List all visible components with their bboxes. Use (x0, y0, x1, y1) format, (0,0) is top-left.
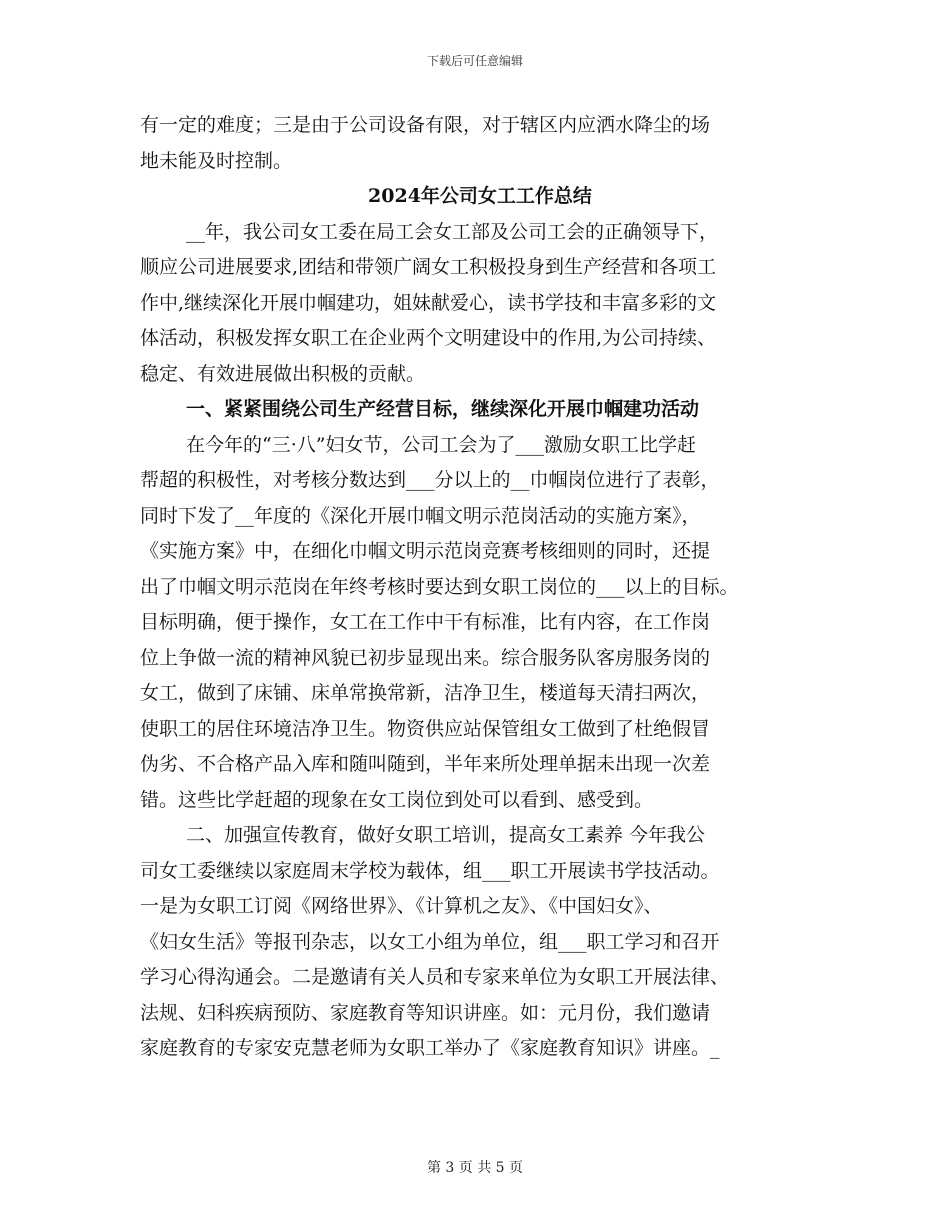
paragraph-line: 《实施方案》中，在细化巾帼文明示范岗竞赛考核细则的同时，还提 (140, 540, 711, 562)
paragraph-line: 伪劣、不合格产品入库和随叫随到，半年来所处理单据未出现一次差 (140, 753, 711, 775)
paragraph-line: 二、加强宣传教育，做好女职工培训，提高女工素养 今年我公 (186, 824, 706, 846)
paragraph-line: 同时下发了__年度的《深化开展巾帼文明示范岗活动的实施方案》， (140, 504, 701, 527)
paragraph-line: 作中,继续深化开展巾帼建功，姐妹献爱心，读书学技和丰富多彩的文 (140, 291, 717, 314)
document-title: 2024年公司女工工作总结 (368, 185, 592, 207)
paragraph-line: 位上争做一流的精神风貌已初步显现出来。综合服务队客房服务岗的 (140, 646, 711, 669)
section-heading: 一、紧紧围绕公司生产经营目标，继续深化开展巾帼建功活动 (186, 398, 700, 420)
paragraph-line: 使职工的居住环境洁净卫生。物资供应站保管组女工做到了杜绝假冒 (140, 717, 711, 740)
paragraph-line: 出了巾帼文明示范岗在年终考核时要达到女职工岗位的___以上的目标。 (140, 575, 739, 598)
paragraph-line: 法规、妇科疾病预防、家庭教育等知识讲座。如：元月份，我们邀请 (140, 1001, 711, 1024)
paragraph-line: 《妇女生活》等报刊杂志，以女工小组为单位，组___职工学习和召开 (140, 930, 720, 953)
paragraph-line: 目标明确，便于操作，女工在工作中干有标准，比有内容，在工作岗 (140, 611, 711, 633)
page-header: 下载后可任意编辑 (426, 54, 523, 68)
paragraph-line: 家庭教育的专家安克慧老师为女职工举办了《家庭教育知识》讲座。_ (140, 1037, 720, 1059)
page-number-footer: 第 3 页 共 5 页 (426, 1160, 524, 1176)
document-body (140, 108, 820, 1067)
paragraph-line: 帮超的积极性，对考核分数达到___分以上的__巾帼岗位进行了表彰， (140, 469, 720, 491)
paragraph-line: 顺应公司进展要求,团结和带领广阔女工积极投身到生产经营和各项工 (140, 256, 717, 278)
paragraph-line: 一是为女职工订阅《网络世界》、《计算机之友》、《中国妇女》、 (140, 895, 663, 917)
paragraph-line: 女工，做到了床铺、床单常换常新，洁净卫生，楼道每天清扫两次， (140, 682, 711, 704)
paragraph-line: 在今年的“三·八”妇女节，公司工会为了___激励女职工比学赶 (186, 433, 696, 456)
paragraph-line: 学习心得沟通会。二是邀请有关人员和专家来单位为女职工开展法律、 (140, 966, 730, 988)
paragraph-line: 错。这些比学赶超的现象在女工岗位到处可以看到、感受到。 (140, 788, 654, 811)
paragraph-line: 体活动，积极发挥女职工在企业两个文明建设中的作用,为公司持续、 (140, 327, 717, 349)
paragraph-line: __年，我公司女工委在局工会女工部及公司工会的正确领导下， (186, 220, 719, 243)
text-line: 有一定的难度；三是由于公司设备有限，对于辖区内应洒水降尘的场 (140, 114, 711, 136)
paragraph-line: 稳定、有效进展做出积极的贡献。 (140, 362, 426, 385)
text-line: 地未能及时控制。 (140, 149, 293, 172)
paragraph-line: 司女工委继续以家庭周末学校为载体，组___职工开展读书学技活动。 (140, 859, 720, 882)
